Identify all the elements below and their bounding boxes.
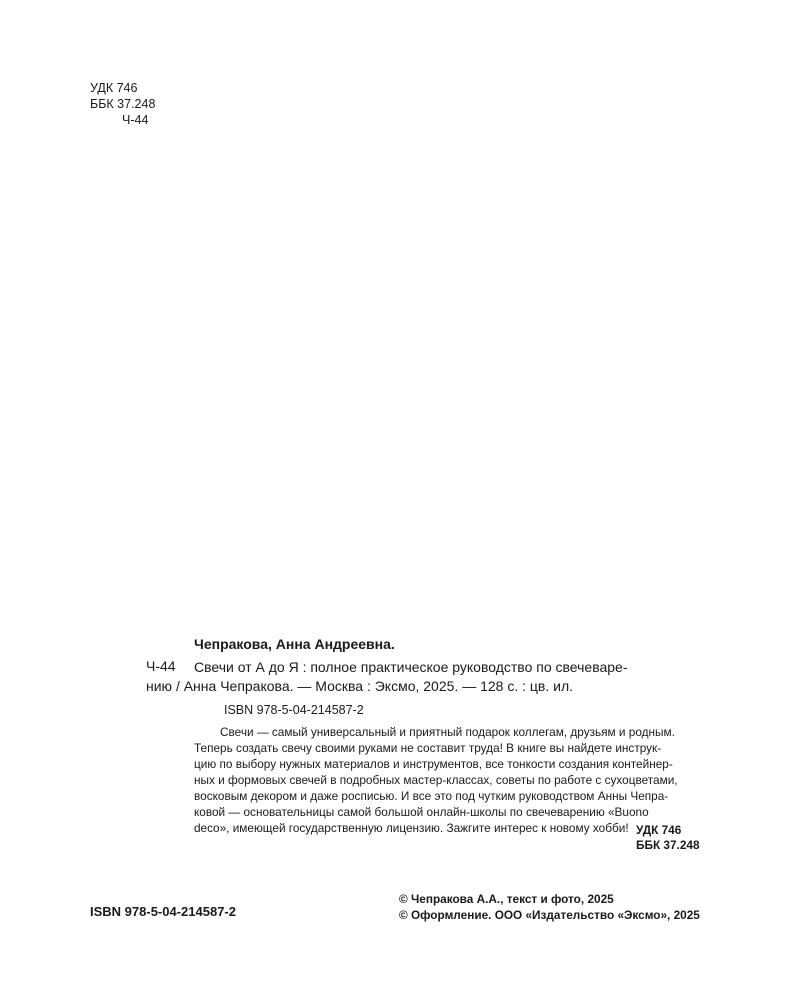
copyright-text: © Чепракова А.А., текст и фото, 2025: [399, 892, 614, 906]
abstract-line: цию по выбору нужных материалов и инструментов, все тонкости создания контейнер-: [194, 757, 673, 771]
author-mark: Ч-44: [122, 113, 149, 127]
abstract-line: Свечи — самый универсальный и приятный подарок коллегам, друзьям и родным.: [220, 725, 675, 739]
udk-code: УДК 746: [90, 81, 138, 95]
copyright-design: © Оформление. ООО «Издательство «Эксмо», 2025: [399, 908, 700, 922]
bbk-code: ББК 37.248: [90, 97, 156, 111]
abstract-line: deco», имеющей государственную лицензию. Зажгите интерес к новому хобби!: [194, 821, 629, 835]
card-author-mark: Ч-44: [146, 658, 176, 674]
copyright-block: [399, 891, 700, 923]
card-abstract: [194, 724, 710, 836]
abstract-line: восковым декором и даже росписью. И все это под чутким руководством Анны Чепра-: [194, 789, 669, 803]
card-bbk: ББК 37.248: [636, 838, 700, 852]
abstract-line: ных и формовых свечей в подробных мастер-классах, советы по работе с сухоцветами,: [194, 773, 678, 787]
card-classification-codes: [636, 823, 710, 853]
footer-isbn: ISBN 978-5-04-214587-2: [90, 904, 236, 919]
card-isbn: ISBN 978-5-04-214587-2: [224, 703, 364, 717]
card-title-line: Свечи от А до Я : полное практическое руководство по свечеваре-: [194, 659, 628, 675]
top-classification-codes: [90, 80, 155, 128]
card-udk: УДК 746: [636, 823, 682, 837]
card-author: Чепракова, Анна Андреевна.: [194, 636, 395, 652]
abstract-line: Теперь создать свечу своими руками не составит труда! В книге вы найдете инструк-: [194, 741, 662, 755]
card-title-line: нию / Анна Чепракова. — Москва : Эксмо, 2025. — 128 с. : цв. ил.: [146, 678, 574, 694]
abstract-line: ковой — основательницы самой большой онлайн-школы по свечеварению «Buono: [194, 805, 649, 819]
